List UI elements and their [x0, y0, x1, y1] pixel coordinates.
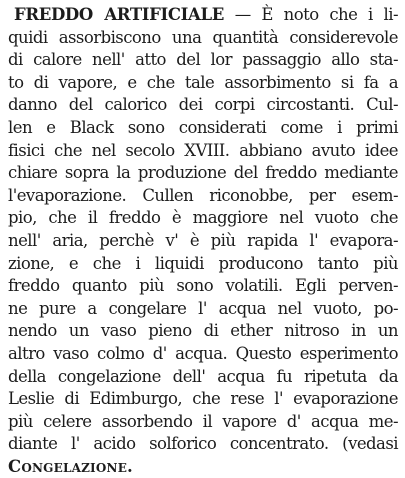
text-line-2: quidi assorbiscono una quantità considerevole [8, 27, 398, 47]
text-line-17: della congelazione dell' acqua fu ripetuta da [8, 366, 398, 386]
text-line-19: più celere assorbendo il vapore d' acqua me- [8, 411, 398, 431]
text-line-9: l'evaporazione. Cullen riconobbe, per esem- [8, 185, 398, 205]
text-line-10: pio, che il freddo è maggiore nel vuoto che [8, 208, 398, 228]
text-line-16: altro vaso colmo d' acqua. Questo esperimento [8, 343, 398, 363]
entry-first-line-text: — È noto che i li- [223, 5, 398, 24]
entry-headword: FREDDO ARTIFICIALE [14, 5, 224, 24]
cross-reference: Congelazione. [8, 456, 133, 476]
text-line-15: nendo un vaso pieno di ether nitroso in un [8, 321, 398, 341]
text-line-13: freddo quanto più sono volatili. Egli perven- [8, 276, 398, 296]
text-line-1 [8, 4, 398, 27]
text-line-6: len e Black sono considerati come i primi [8, 117, 398, 137]
text-line-7: fisici che nel secolo XVIII. abbiano avuto idee [8, 140, 398, 160]
text-line-14: ne pure a congelare l' acqua nel vuoto, po- [8, 298, 398, 318]
text-column [8, 4, 398, 478]
text-line-18: Leslie di Edimburgo, che rese l' evaporazione [8, 389, 398, 409]
text-line-11: nell' aria, perchè v' è più rapida l' evapora- [8, 230, 398, 250]
text-line-3: di calore nell' atto del lor passaggio allo sta- [8, 50, 398, 70]
text-line-8: chiare sopra la produzione del freddo mediante [8, 163, 398, 183]
text-line-4: to di vapore, e che tale assorbimento si fa a [8, 72, 398, 92]
text-line-5: danno del calorico dei corpi circostanti. Cul- [8, 95, 398, 115]
text-line-21 [8, 456, 398, 478]
text-line-12: zione, e che i liquidi producono tanto più [8, 253, 398, 273]
text-line-20: diante l' acido solforico concentrato. (vedasi [8, 434, 398, 454]
